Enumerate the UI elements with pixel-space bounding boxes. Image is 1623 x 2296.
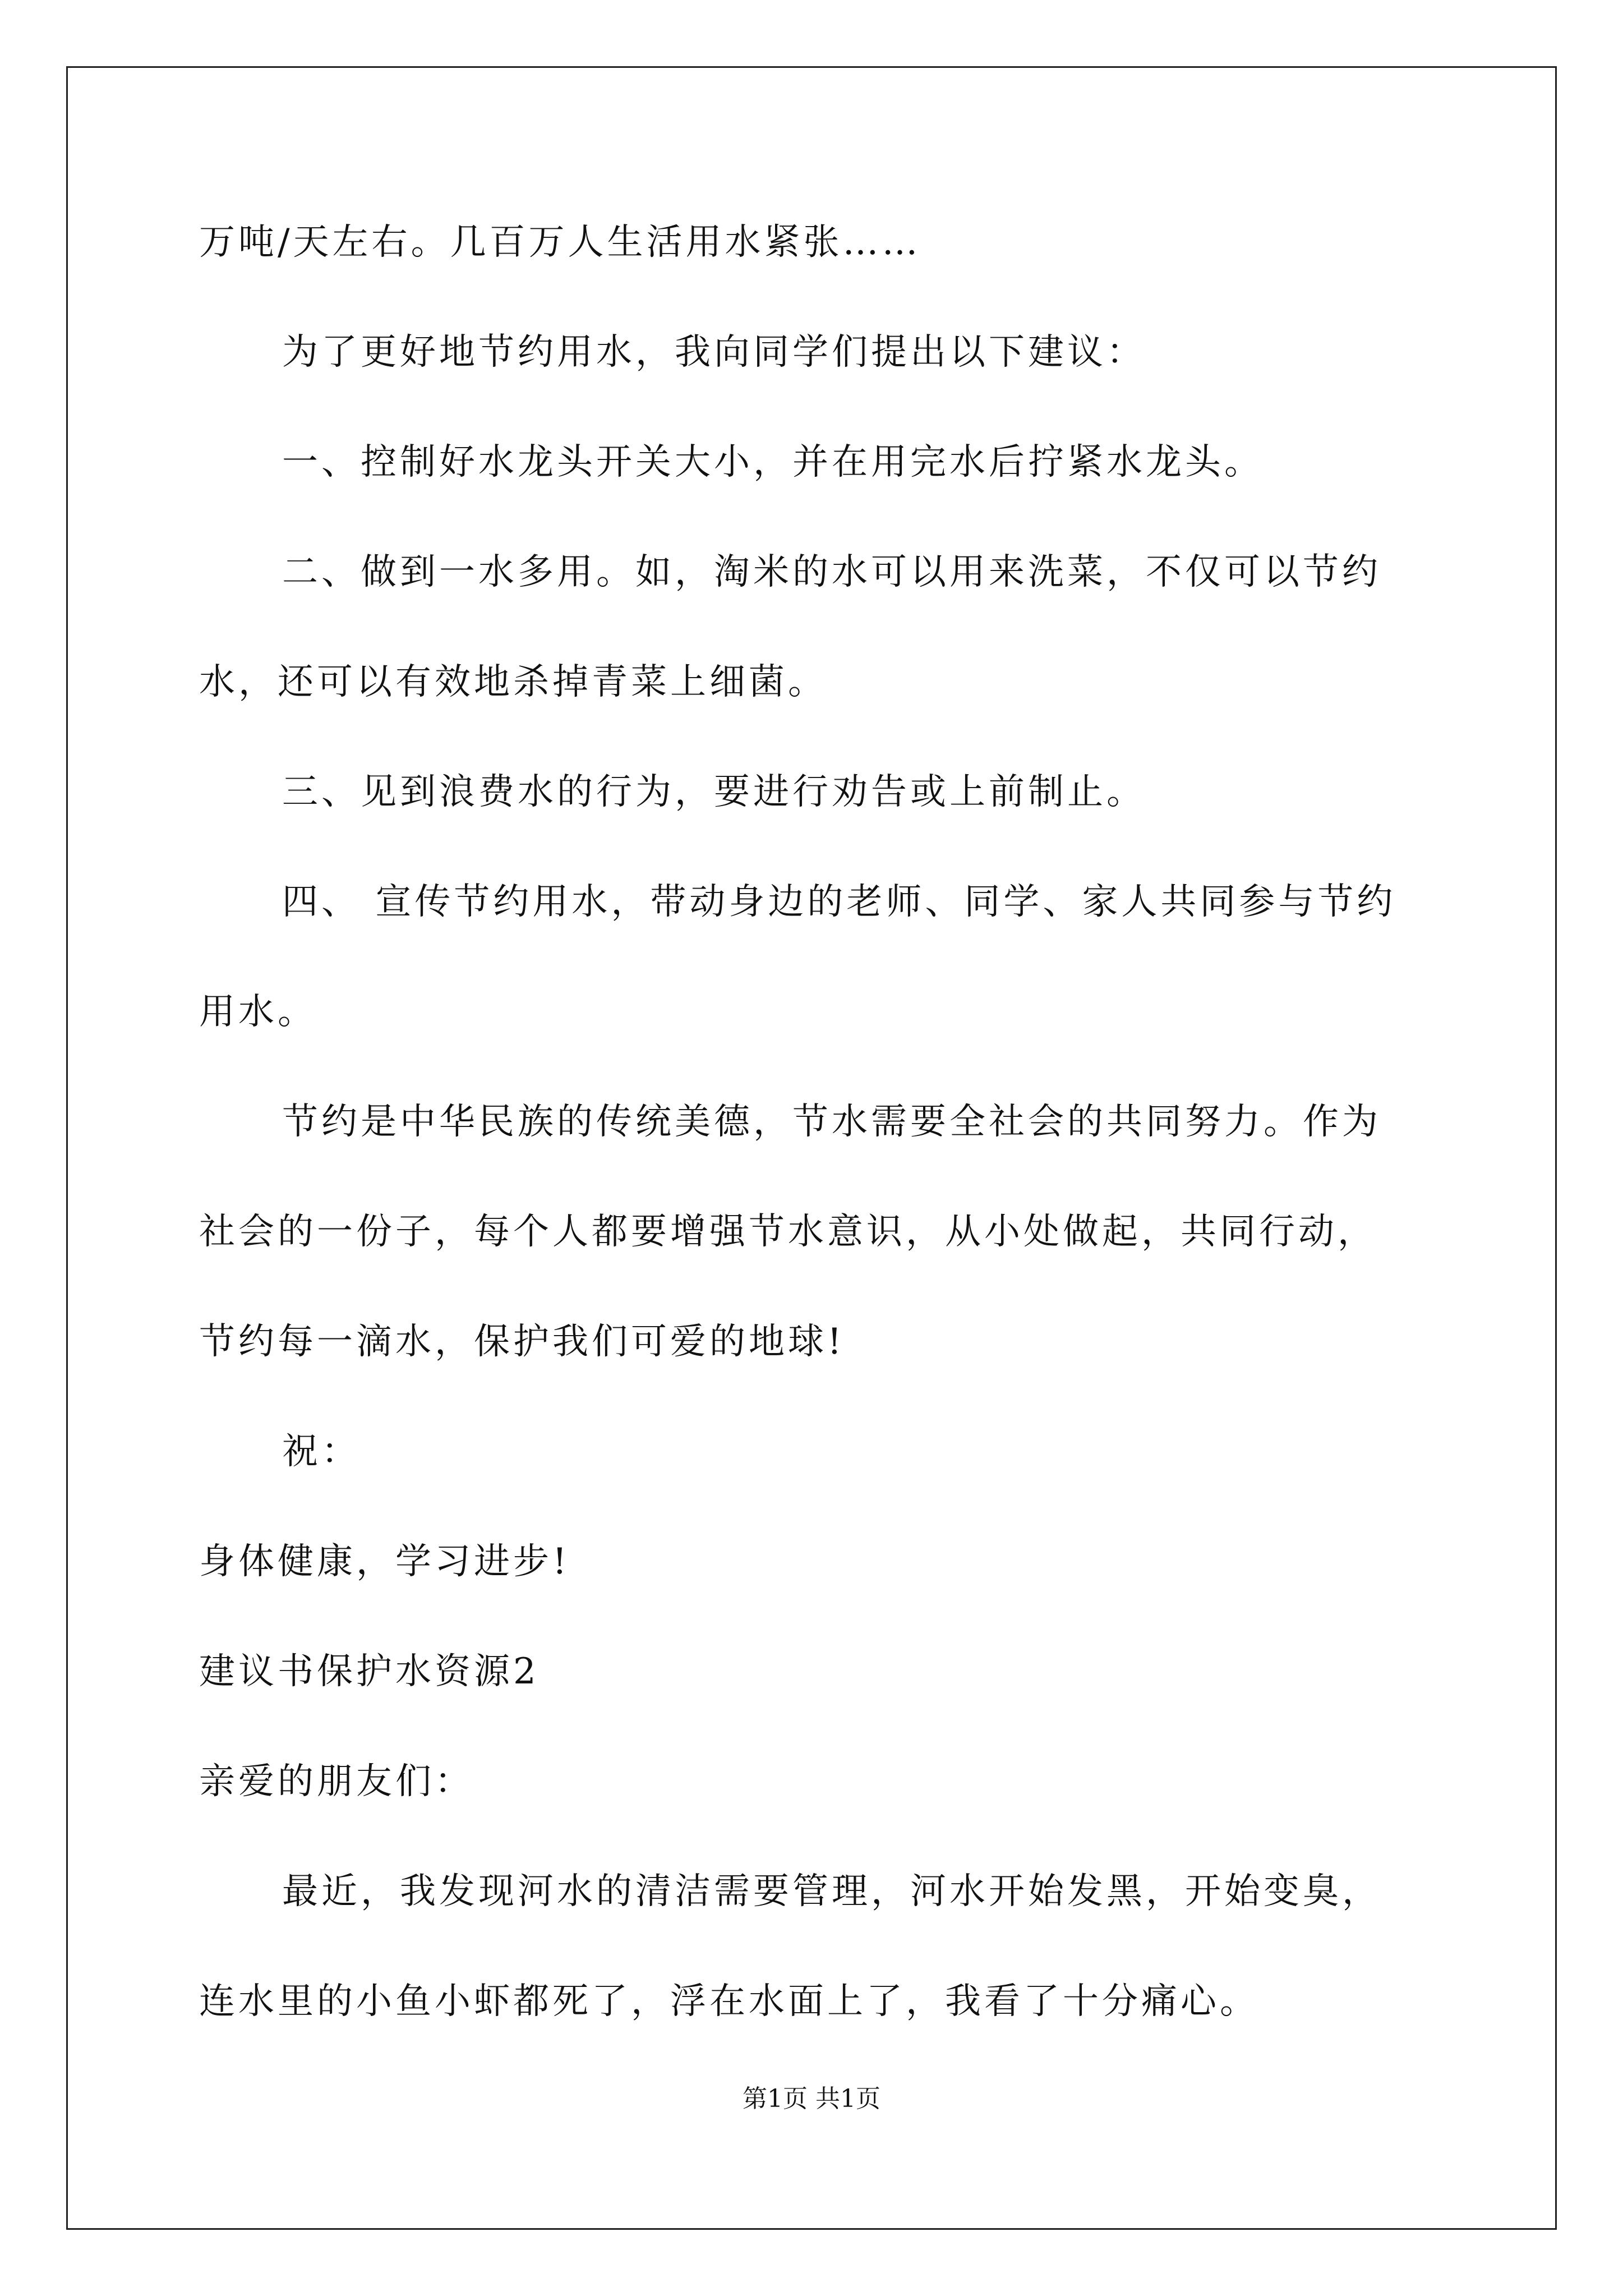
text-line: 节约每一滴水，保护我们可爱的地球!	[199, 1321, 845, 1363]
section-title: 建议书保护水资源2	[199, 1651, 540, 1692]
text-line: 为了更好地节约用水，我向同学们提出以下建议：	[282, 332, 1146, 373]
text-line: 用水。	[199, 991, 317, 1033]
text-line: 身体健康，学习进步!	[199, 1541, 570, 1582]
text-line: 社会的一份子，每个人都要增强节水意识，从小处做起，共同行动，	[199, 1211, 1377, 1253]
text-line: 三、见到浪费水的行为，要进行劝告或上前制止。	[282, 771, 1146, 813]
greeting-line: 亲爱的朋友们：	[199, 1761, 474, 1802]
text-line: 连水里的小鱼小虾都死了，浮在水面上了，我看了十分痛心。	[199, 1981, 1259, 2022]
text-line: 一、控制好水龙头开关大小，并在用完水后拧紧水龙头。	[282, 441, 1264, 483]
text-line: 四、 宣传节约用水，带动身边的老师、同学、家人共同参与节约	[282, 881, 1396, 923]
text-line: 节约是中华民族的传统美德，节水需要全社会的共同努力。作为	[282, 1101, 1381, 1143]
salutation-line: 祝：	[282, 1431, 361, 1473]
text-line: 二、做到一水多用。如，淘米的水可以用来洗菜，不仅可以节约	[282, 551, 1381, 593]
page-number: 第1页 共1页	[743, 2085, 880, 2113]
text-line: 水，还可以有效地杀掉青菜上细菌。	[199, 661, 827, 703]
text-line: 万吨/天左右。几百万人生活用水紧张……	[199, 222, 921, 263]
text-line: 最近，我发现河水的清洁需要管理，河水开始发黑，开始变臭，	[282, 1871, 1381, 1912]
